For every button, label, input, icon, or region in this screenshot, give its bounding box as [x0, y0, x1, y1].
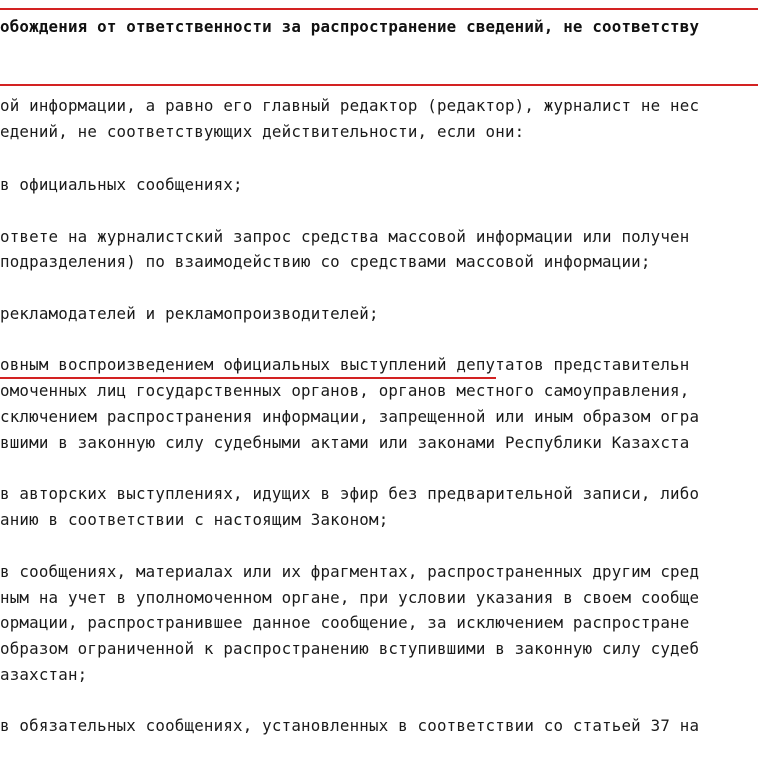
text-line: анию в соответствии с настоящим Законом; — [0, 510, 389, 529]
text-line: ным на учет в уполномоченном органе, при условии указания в своем сообще — [0, 588, 700, 607]
text-line: образом ограниченной к распространению вступившими в законную силу судеб — [0, 639, 700, 658]
text-line: ответе на журналистский запрос средства массовой информации или получен — [0, 227, 690, 246]
text-line: сключением распространения информации, запрещенной или иным образом огра — [0, 407, 700, 426]
text-line: овным воспроизведением официальных выступлений депутатов представительн — [0, 355, 690, 374]
text-line: в авторских выступлениях, идущих в эфир без предварительной записи, либо — [0, 484, 700, 503]
text-line: в официальных сообщениях; — [0, 175, 243, 194]
heading-top-rule — [0, 8, 758, 10]
heading-bottom-rule — [0, 84, 758, 86]
text-line: рекламодателей и рекламопроизводителей; — [0, 304, 379, 323]
highlight-underline — [0, 377, 496, 379]
text-line: ой информации, а равно его главный редактор (редактор), журналист не нес — [0, 96, 700, 115]
text-line: подразделения) по взаимодействию со средствами массовой информации; — [0, 252, 651, 271]
text-line: ормации, распространившее данное сообщение, за исключением распростране — [0, 613, 690, 632]
text-line: вшими в законную силу судебными актами или законами Республики Казахста — [0, 433, 690, 452]
text-line: едений, не соответствующих действительности, если они: — [0, 122, 525, 141]
article-heading: обождения от ответственности за распространение сведений, не соответству — [0, 17, 700, 36]
text-line: азахстан; — [0, 665, 88, 684]
text-line: в сообщениях, материалах или их фрагментах, распространенных другим сред — [0, 562, 700, 581]
text-line: омоченных лиц государственных органов, органов местного самоуправления, — [0, 381, 690, 400]
text-line: в обязательных сообщениях, установленных в соответствии со статьей 37 на — [0, 716, 700, 735]
